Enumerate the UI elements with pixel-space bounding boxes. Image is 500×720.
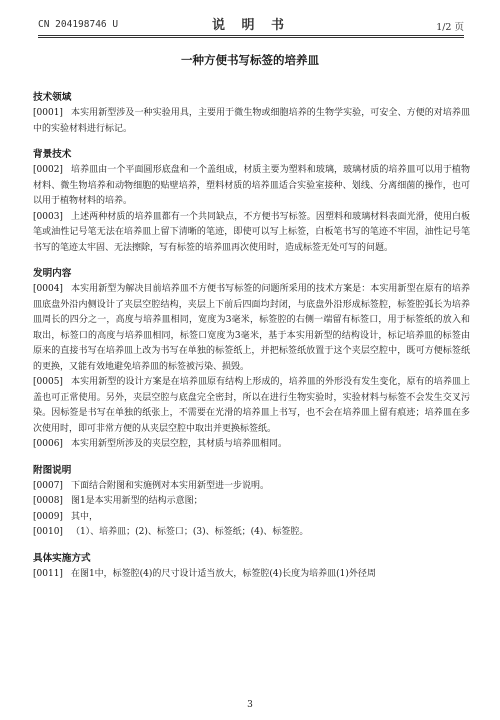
paragraph-number: [0010] — [33, 527, 63, 537]
paragraph — [33, 510, 470, 526]
paragraph — [33, 282, 470, 375]
section — [33, 147, 470, 256]
paragraph-text: 培养皿由一个平面圆形底盘和一个盖组成，材质主要为塑料和玻璃，玻璃材质的培养皿可以用于植物材料、微生物培养和动物细胞的贴壁培养，塑料材质的培养皿适合实验室接种、划线、分离细菌的操作，也可以用于植物材料的培养。 — [33, 165, 470, 206]
paragraph — [33, 525, 470, 541]
header-rule-bottom — [38, 37, 464, 38]
header-rule-top — [38, 35, 464, 36]
paragraph-text: 图1是本实用新型的结构示意图； — [70, 496, 203, 506]
paragraph — [33, 437, 470, 453]
paragraph-text: 上述两种材质的培养皿都有一个共同缺点，不方便书写标签。因塑料和玻璃材料表面光滑，使用白板笔或油性记号笔无法在培养皿上留下清晰的笔迹，即使可以写上标签，白板笔书写的笔迹不牢固，油性记号笔书写的笔迹太牢固、无法擦除，写有标签的培养皿再次使用时，造成标签无处可写的问题。 — [33, 211, 470, 253]
section — [33, 266, 470, 453]
paragraph — [33, 163, 470, 210]
paragraph-number: [0001] — [33, 108, 63, 118]
section-heading: 具体实施方式 — [33, 552, 91, 564]
paragraph-text: 其中， — [70, 511, 98, 522]
paragraph — [33, 479, 470, 495]
publication-number: CN 204198746 U — [38, 19, 119, 30]
paragraph — [33, 375, 470, 437]
section — [33, 90, 470, 137]
paragraph-text: 本实用新型涉及一种实验用具，主要用于微生物或细胞培养的生物学实验，可安全、方便的对培养皿中的实验材料进行标记。 — [33, 108, 470, 134]
paragraph-text: 本实用新型的设计方案是在培养皿原有结构上形成的，培养皿的外形没有发生变化，原有的培养皿上盖也可正常使用。另外，夹层空腔与底盘完全密封，所以在进行生物实验时，实验材料与标签不会发生交叉污染。因标签是书写在单独的纸张上，不需要在光滑的培养皿上书写，也不会在培养皿上留有痕迹；培养皿在多次使用时，即可非常方便的从夹层空腔中取出并更换标签纸。 — [33, 377, 470, 434]
paragraph-text: 下面结合附图和实施例对本实用新型进一步说明。 — [70, 480, 269, 491]
paragraph — [33, 567, 470, 583]
document-title: 一种方便书写标签的培养皿 — [181, 53, 319, 67]
paragraph-number: [0006] — [33, 439, 63, 449]
section-heading: 附图说明 — [33, 464, 72, 476]
paragraph-number: [0009] — [33, 511, 63, 522]
page-count: 1/2 页 — [436, 22, 464, 33]
paragraph-number: [0003] — [33, 211, 63, 222]
document-body — [33, 90, 470, 582]
section — [33, 463, 470, 541]
paragraph — [33, 106, 470, 137]
document-type: 说 明 书 — [211, 18, 291, 33]
paragraph-text: 本实用新型为解决目前培养皿不方便书写标签的问题所采用的技术方案是：本实用新型在原有的培养皿底盘外沿内侧设计了夹层空腔结构，夹层上下前后四面均封闭，与底盘外沿形成标签腔，标签腔弧长为培养皿周长的四分之一，高度与培养皿相同，宽度为3毫米，标签腔的右侧一端留有标签口，用于标签纸的放入和取出，标签口的高度与培养皿相同，标签口宽度为3毫米，基于本实用新型的结构设计，标记培养皿的标签由原来的直接书写在培养皿上改为书写在单独的标签纸上，并把标签纸放置于这个夹层空腔中，既可方便标签纸的更换，又能有效地避免培养皿的标签被污染、损毁。 — [33, 284, 470, 372]
section-heading: 技术领域 — [33, 92, 72, 103]
paragraph-number: [0002] — [33, 165, 63, 175]
section — [33, 551, 470, 583]
paragraph-text: 本实用新型所涉及的夹层空腔，其材质与培养皿相同。 — [70, 439, 287, 449]
paragraph-number: [0007] — [33, 480, 63, 491]
paragraph — [33, 494, 470, 510]
page-number: 3 — [247, 700, 253, 710]
paragraph-number: [0008] — [33, 496, 63, 506]
paragraph-text: 在图1中，标签腔(4)的尺寸设计适当放大，标签腔(4)长度为培养皿(1)外径周 — [70, 568, 376, 579]
section-heading: 发明内容 — [33, 268, 72, 279]
section-heading: 背景技术 — [33, 149, 72, 160]
paragraph-text: （1）、培养皿；(2)、标签口；(3)、标签纸；(4)、标签腔。 — [70, 527, 309, 537]
paragraph-number: [0005] — [33, 377, 63, 387]
paragraph-number: [0004] — [33, 284, 63, 294]
paragraph-number: [0011] — [33, 568, 63, 579]
page-header — [38, 14, 464, 32]
paragraph — [33, 210, 470, 257]
